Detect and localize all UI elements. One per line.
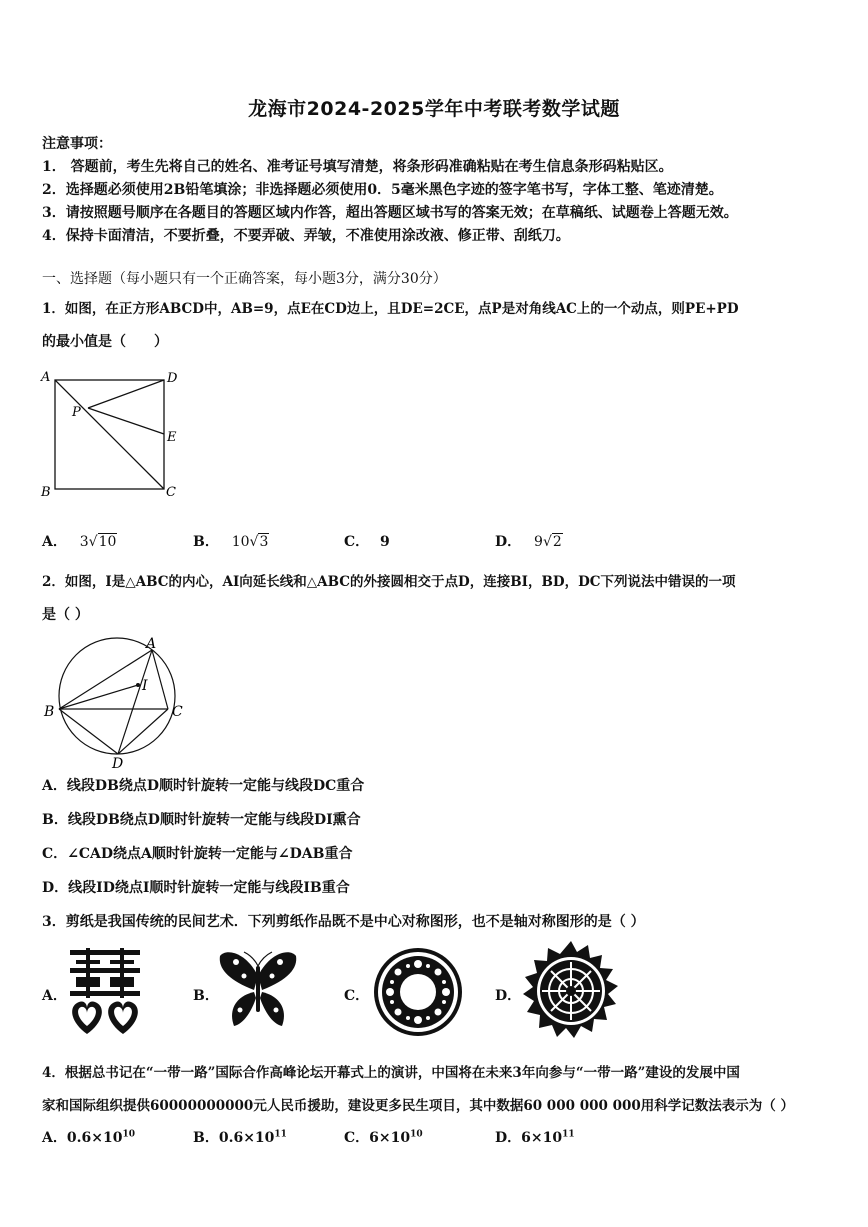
q1-option-a[interactable]: A． 3√10 [42, 534, 117, 550]
segment-pe [88, 408, 164, 434]
q2-circle-figure [42, 630, 192, 770]
notice-heading: 注意事项： [42, 136, 112, 152]
q4-option-a-label: A． [42, 1130, 67, 1146]
q4-option-b-label: B． [193, 1130, 219, 1146]
q4-option-c[interactable] [344, 1127, 423, 1147]
q3-option-b-label[interactable]: B． [193, 988, 219, 1004]
incenter-point [136, 683, 140, 687]
q1-stem-line1: 1．如图，在正方形ABCD中，AB=9，点E在CD边上，且DE=2CE，点P是对角线AC上的一个动点，则PE+PD [42, 301, 739, 317]
notice-item-3: 3．请按照题号顺序在各题目的答题区域内作答，超出答题区域书写的答案无效；在草稿纸、试题卷上答题无效。 [42, 205, 738, 221]
q4-option-c-base: 6×10 [369, 1130, 411, 1146]
q1-option-d-radicand: 2 [552, 534, 562, 550]
q4-option-d-exp: 11 [562, 1129, 575, 1140]
label-b: B [44, 704, 55, 720]
q4-option-b[interactable] [193, 1127, 287, 1147]
q1-option-b-coef: 10 [231, 534, 250, 550]
q1-option-d[interactable]: D． 9√2 [495, 534, 562, 550]
q4-option-a-base: 0.6×10 [66, 1130, 123, 1146]
q4-option-d-label: D． [495, 1130, 522, 1146]
label-a: A [146, 636, 157, 652]
q1-option-c-label: C． [344, 534, 370, 550]
notice-item-1: 1． 答题前，考生先将自己的姓名、准考证号填写清楚，将条形码准确粘贴在考生信息条形码粘贴区。 [42, 159, 673, 175]
q3-option-d-label[interactable]: D． [495, 988, 522, 1004]
segment-ac [152, 650, 168, 709]
q4-option-a[interactable] [42, 1127, 135, 1147]
q1-option-a-coef: 3 [79, 534, 89, 550]
q3-option-c-label[interactable]: C． [344, 988, 370, 1004]
q1-stem-line2: 的最小值是（ ） [42, 334, 168, 350]
q2-option-b[interactable]: B．线段DB绕点D顺时针旋转一定能与线段DI熏合 [42, 812, 361, 828]
notice-item-2: 2．选择题必须使用2B铅笔填涂；非选择题必须使用0．5毫米黑色字迹的签字笔书写，字体工整、笔迹清楚。 [42, 182, 723, 198]
label-c: C [172, 704, 183, 720]
label-a: A [41, 370, 51, 385]
label-b: B [41, 485, 51, 500]
segment-pd [88, 380, 164, 408]
q2-option-a[interactable]: A．线段DB绕点D顺时针旋转一定能与线段DC重合 [42, 778, 365, 794]
q1-option-d-coef: 9 [534, 534, 543, 550]
q1-option-a-label: A． [42, 534, 67, 550]
label-d: D [167, 371, 178, 386]
q4-option-c-label: C． [344, 1130, 370, 1146]
q1-square-figure [38, 362, 188, 502]
q4-option-b-exp: 11 [274, 1129, 287, 1140]
section-heading: 一、选择题（每小题只有一个正确答案，每小题3分，满分30分） [42, 271, 447, 287]
q4-option-d[interactable] [495, 1127, 575, 1147]
double-happiness-papercut-icon[interactable] [66, 946, 144, 1036]
label-d: D [112, 756, 124, 770]
q1-option-c[interactable] [344, 531, 390, 551]
notice-item-4: 4．保持卡面清洁，不要折叠，不要弄破、弄皱，不准使用涂改液、修正带、刮纸刀。 [42, 228, 570, 244]
q4-option-d-base: 6×10 [521, 1130, 563, 1146]
label-c: C [166, 485, 176, 500]
q4-stem-line2: 家和国际组织提供60000000000元人民币援助，建设更多民生项目，其中数据60 000 000 000用科学记数法表示为（ ） [42, 1098, 794, 1114]
q1-option-b-radicand: 3 [259, 534, 269, 550]
segment-bd [59, 709, 118, 754]
q3-option-a-label[interactable]: A． [42, 988, 67, 1004]
label-e: E [167, 430, 177, 445]
q1-option-d-label: D． [495, 534, 522, 550]
q2-option-d[interactable]: D．线段ID绕点I顺时针旋转一定能与线段IB重合 [42, 880, 350, 896]
diagonal-ac [55, 380, 164, 489]
q2-stem-line2: 是（ ） [42, 607, 89, 623]
circumcircle [59, 638, 175, 754]
q1-option-c-value: 9 [380, 534, 390, 550]
q2-option-c[interactable]: C．∠CAD绕点A顺时针旋转一定能与∠DAB重合 [42, 846, 353, 862]
q4-option-b-base: 0.6×10 [218, 1130, 275, 1146]
ring-papercut-icon[interactable] [372, 946, 464, 1038]
label-p: P [72, 405, 81, 420]
q1-option-b-label: B． [193, 534, 219, 550]
q4-option-a-exp: 10 [122, 1129, 135, 1140]
q1-option-b[interactable]: B． 10√3 [193, 534, 269, 550]
q3-stem-line1: 3．剪纸是我国传统的民间艺术．下列剪纸作品既不是中心对称图形，也不是轴对称图形的是（ ） [42, 914, 645, 930]
segment-bi [59, 685, 138, 709]
q1-option-a-radicand: 10 [98, 534, 117, 550]
page-title: 龙海市2024-2025学年中考联考数学试题 [248, 98, 620, 120]
sun-medallion-papercut-icon[interactable] [520, 940, 622, 1042]
q4-option-c-exp: 10 [410, 1129, 423, 1140]
q2-stem-line1: 2．如图，I是△ABC的内心，AI向延长线和△ABC的外接圆相交于点D，连接BI，BD，DC下列说法中错误的一项 [42, 574, 736, 590]
butterfly-papercut-icon[interactable] [216, 946, 300, 1032]
q4-stem-line1: 4．根据总书记在“一带一路”国际合作高峰论坛开幕式上的演讲，中国将在未来3年向参与“一带一路”建设的发展中国 [42, 1065, 740, 1081]
label-i: I [142, 678, 148, 694]
